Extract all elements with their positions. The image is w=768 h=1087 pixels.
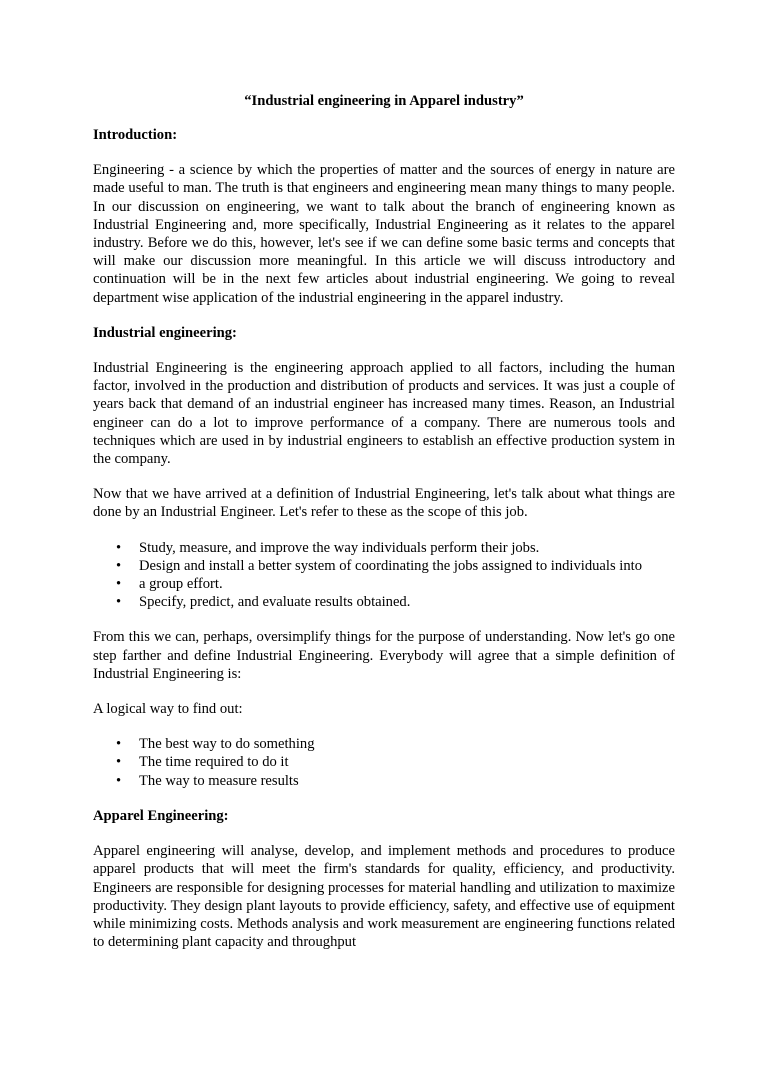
scope-list (93, 539, 675, 612)
logical-way-list (93, 735, 675, 790)
list-item (93, 735, 675, 753)
bullet-icon: • (116, 736, 122, 753)
scope-intro-paragraph: Now that we have arrived at a definition of Industrial Engineering, let's talk about what things are done by an Industrial Engineer. Let's refer to these as the scope of this job. (93, 486, 675, 521)
list-item-text: The way to measure results (139, 772, 299, 789)
introduction-paragraph: Engineering - a science by which the properties of matter and the sources of energy in nature are made useful to man. The truth is that engineers and engineering mean many things to many people. In our discussion on engineering, we want to talk about the branch of engineering known as Industrial Engineering and, more specifically, Industrial Engineering as it relates to the apparel industry. Before we do this, however, let's see if we can define some basic terms and concepts that will make our discussion more meaningful. In this article we will discuss introductory and continuation will be in the next few articles about industrial engineering. We going to reveal department wise application of the industrial engineering in the apparel industry. (93, 162, 675, 306)
list-item (93, 575, 675, 593)
industrial-engineering-paragraph: Industrial Engineering is the engineering approach applied to all factors, including the human factor, involved in the production and distribution of products and services. It was just a couple of years back that demand of an industrial engineer has increased many times. Reason, an Industrial engineer can do a lot to improve performance of a company. There are numerous tools and techniques which are used in by industrial engineers to establish an effective production system in the company. (93, 360, 675, 468)
apparel-engineering-heading: Apparel Engineering: (93, 807, 229, 824)
bullet-icon: • (116, 539, 122, 556)
bullet-icon: • (116, 594, 122, 611)
list-item-text: The best way to do something (139, 736, 315, 753)
list-item (93, 557, 675, 575)
introduction-heading: Introduction: (93, 127, 178, 143)
list-item (93, 753, 675, 771)
list-item-text: Study, measure, and improve the way individuals perform their jobs. (139, 539, 540, 556)
definition-paragraph: From this we can, perhaps, oversimplify things for the purpose of understanding. Now let's go one step farther and define Industrial Engineering. Everybody will agree that a simple definition of Industrial Engineering is: (93, 629, 675, 682)
list-item (93, 593, 675, 611)
logical-way-paragraph: A logical way to find out: (93, 701, 243, 718)
list-item-text: Specify, predict, and evaluate results obtained. (139, 594, 411, 611)
list-item (93, 772, 675, 790)
list-item (93, 539, 675, 557)
industrial-engineering-heading: Industrial engineering: (93, 324, 237, 341)
document-body (93, 126, 675, 968)
bullet-icon: • (116, 557, 122, 574)
document-title: “Industrial engineering in Apparel industry” (244, 93, 524, 109)
list-item-text: a group effort. (139, 576, 223, 593)
apparel-engineering-paragraph: Apparel engineering will analyse, develop, and implement methods and procedures to produce apparel products that will meet the firm's standards for quality, efficiency, and productivity. Engineers are responsible for designing processes for material handling and utilization to maximize productivity. They design plant layouts to provide efficiency, safety, and effective use of equipment while minimizing costs. Methods analysis and work measurement are engineering functions related to determining plant capacity and throughput (93, 843, 675, 951)
bullet-icon: • (116, 576, 122, 593)
bullet-icon: • (116, 772, 122, 789)
bullet-icon: • (116, 754, 122, 771)
list-item-text: Design and install a better system of coordinating the jobs assigned to individuals into (139, 557, 642, 574)
list-item-text: The time required to do it (139, 754, 289, 771)
